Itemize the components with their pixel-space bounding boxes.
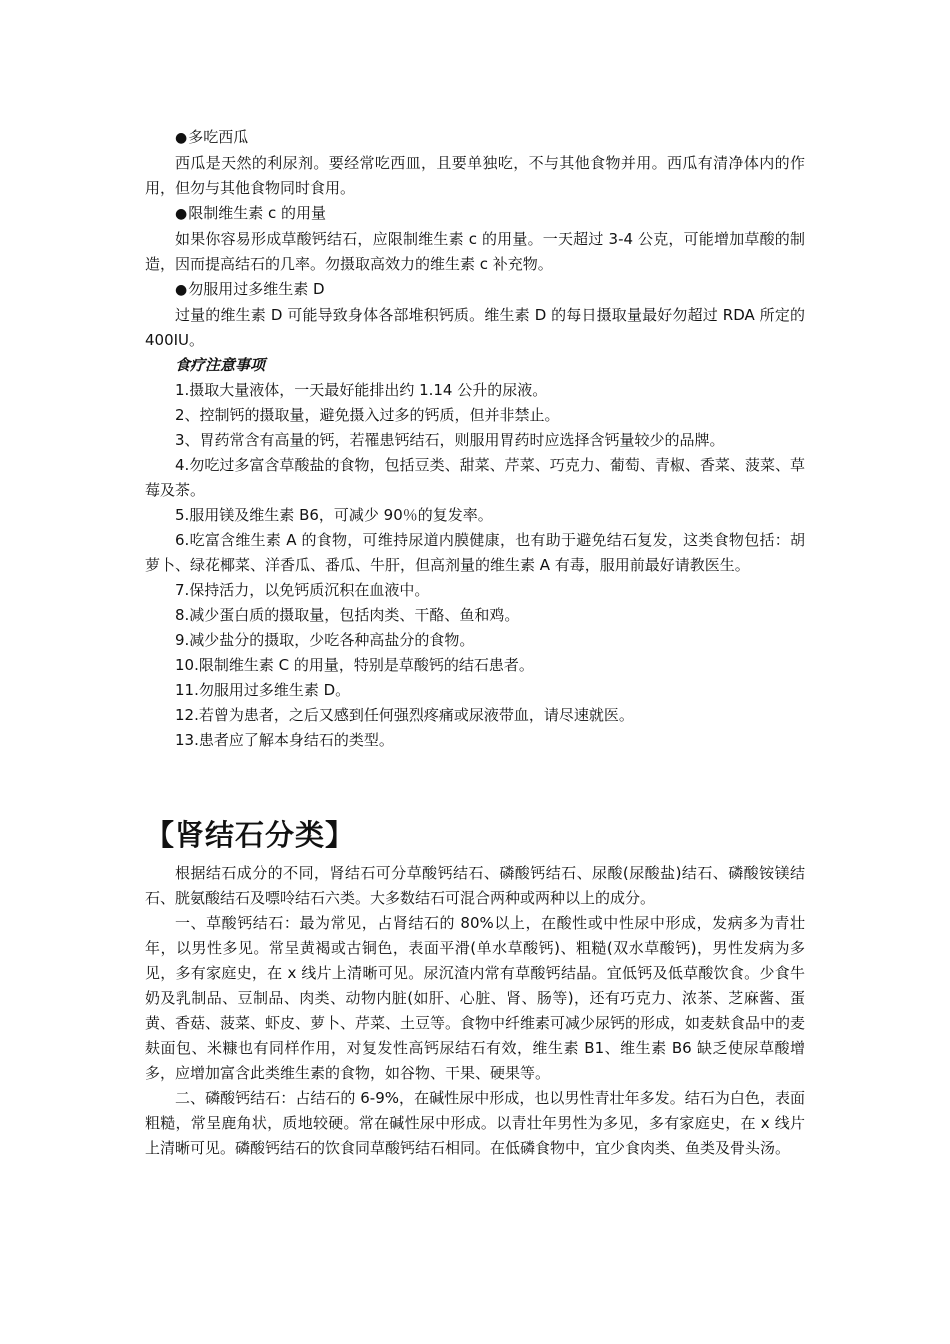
note-item: 11.勿服用过多维生素 D。	[175, 681, 351, 699]
classification-paragraph: 二、磷酸钙结石：占结石的 6-9%，在碱性尿中形成，也以男性青壮年多发。结石为白色，表面粗糙，常呈鹿角状，质地较硬。常在碱性尿中形成。以青壮年男性为多见，多有家庭史，在 x 线片上清晰可见。磷酸钙结石的饮食同草酸钙结石相同。在低磷食物中，宜少食肉类、鱼类及骨头汤。	[145, 1089, 805, 1157]
tip-title-text: 勿服用过多维生素 D	[188, 280, 325, 298]
notes-heading: 食疗注意事项	[175, 356, 266, 374]
note-item: 1.摄取大量液体，一天最好能排出约 1.14 公升的尿液。	[175, 381, 548, 399]
note-item: 13.患者应了解本身结石的类型。	[175, 731, 394, 749]
classification-paragraph: 一、草酸钙结石：最为常见，占肾结石的 80%以上，在酸性或中性尿中形成，发病多为青壮年，以男性多见。常呈黄褐或古铜色，表面平滑(单水草酸钙)、粗糙(双水草酸钙)，男性发病为多见，多有家庭史，在 x 线片上清晰可见。尿沉渣内常有草酸钙结晶。宜低钙及低草酸饮食。少食牛奶及乳制品、豆制品、肉类、动物内脏(如肝、心脏、肾、肠等)，还有巧克力、浓茶、芝麻酱、蛋黄、香菇、菠菜、虾皮、萝卜、芹菜、土豆等。食物中纤维素可减少尿钙的形成，如麦麸食品中的麦麸面包、米糠也有同样作用，对复发性高钙尿结石有效，维生素 B1、维生素 B6 缺乏使尿草酸增多，应增加富含此类维生素的食物，如谷物、干果、硬果等。	[145, 914, 806, 1082]
tip-title	[145, 201, 805, 227]
document-page	[145, 125, 805, 1161]
note-item: 5.服用镁及维生素 B6，可减少 90％的复发率。	[175, 506, 493, 524]
note-item: 8.减少蛋白质的摄取量，包括肉类、干酪、鱼和鸡。	[175, 606, 520, 624]
note-item: 7.保持活力，以免钙质沉积在血液中。	[175, 581, 430, 599]
note-item: 4.勿吃过多富含草酸盐的食物，包括豆类、甜菜、芹菜、巧克力、葡萄、青椒、香菜、菠菜、草莓及茶。	[145, 456, 805, 499]
bullet-icon: ●	[175, 206, 188, 222]
note-item: 9.减少盐分的摄取，少吃各种高盐分的食物。	[175, 631, 475, 649]
tip-title-text: 多吃西瓜	[188, 128, 249, 146]
bullet-icon: ●	[175, 282, 188, 298]
note-item: 3、胃药常含有高量的钙，若罹患钙结石，则服用胃药时应选择含钙量较少的品牌。	[175, 431, 725, 449]
bullet-icon: ●	[175, 130, 188, 146]
tip-title-text: 限制维生素 c 的用量	[188, 204, 327, 222]
tip-body: 如果你容易形成草酸钙结石，应限制维生素 c 的用量。一天超过 3-4 公克，可能增加草酸的制造，因而提高结石的几率。勿摄取高效力的维生素 c 补充物。	[145, 230, 805, 273]
note-item: 2、控制钙的摄取量，避免摄入过多的钙质，但并非禁止。	[175, 406, 560, 424]
note-item: 10.限制维生素 C 的用量，特别是草酸钙的结石患者。	[175, 656, 534, 674]
section-title: 【肾结石分类】	[145, 818, 356, 852]
classification-paragraph: 根据结石成分的不同，肾结石可分草酸钙结石、磷酸钙结石、尿酸(尿酸盐)结石、磷酸铵镁结石、胱氨酸结石及嘌呤结石六类。大多数结石可混合两种或两种以上的成分。	[145, 864, 805, 907]
note-item: 12.若曾为患者，之后又感到任何强烈疼痛或尿液带血，请尽速就医。	[175, 706, 634, 724]
tip-title	[145, 125, 805, 151]
tip-body: 过量的维生素 D 可能导致身体各部堆积钙质。维生素 D 的每日摄取量最好勿超过 RDA 所定的 400IU。	[145, 306, 805, 349]
tip-body: 西瓜是天然的利尿剂。要经常吃西皿，且要单独吃，不与其他食物并用。西瓜有清净体内的作用，但勿与其他食物同时食用。	[145, 154, 805, 197]
tip-title	[145, 277, 805, 303]
note-item: 6.吃富含维生素 A 的食物，可维持尿道内膜健康，也有助于避免结石复发，这类食物包括：胡萝卜、绿花椰菜、洋香瓜、番瓜、牛肝，但高剂量的维生素 A 有毒，服用前最好请教医生。	[145, 531, 805, 574]
